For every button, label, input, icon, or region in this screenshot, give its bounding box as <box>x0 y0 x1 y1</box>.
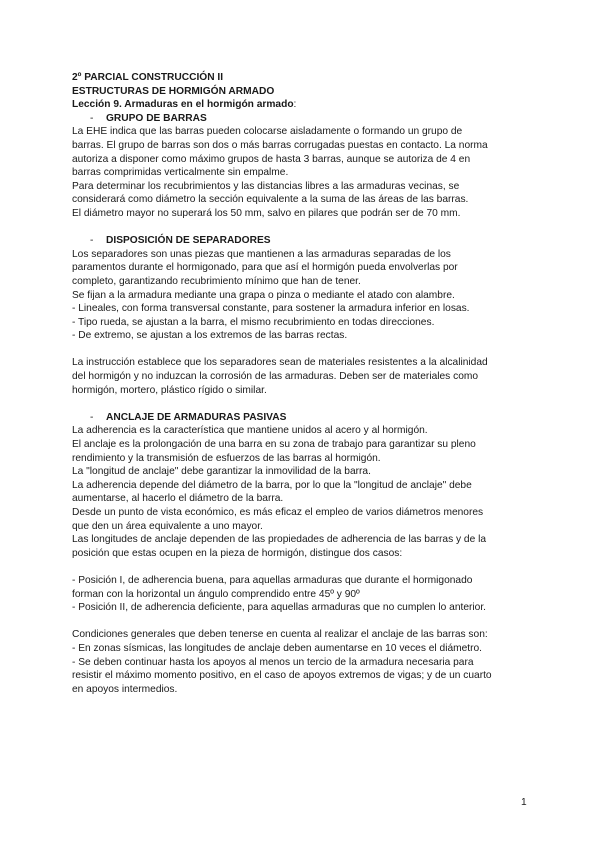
paragraph-line: - Tipo rueda, se ajustan a la barra, el mismo recubrimiento en todas direcciones. <box>72 316 435 328</box>
page-content <box>72 71 532 696</box>
paragraph-line: - En zonas sísmicas, las longitudes de anclaje deben aumentarse en 10 veces el diámetro. <box>72 642 482 654</box>
section-heading-grupo <box>72 112 532 126</box>
blank-line <box>72 343 532 357</box>
paragraph-line: resistir el máximo momento positivo, en el caso de apoyos extremos de vigas; y de un cuarto <box>72 670 492 682</box>
paragraph-line: La EHE indica que las barras pueden colocarse aisladamente o formando un grupo de <box>72 126 463 138</box>
paragraph-line: - Lineales, con forma transversal constante, para sostener la armadura inferior en losas. <box>72 303 470 315</box>
section-title: ANCLAJE DE ARMADURAS PASIVAS <box>106 411 287 423</box>
paragraph-line: - Posición I, de adherencia buena, para aquellas armaduras que durante el hormigonado <box>72 574 473 586</box>
course-title: 2º PARCIAL CONSTRUCCIÓN II <box>72 72 224 83</box>
paragraph-line: barras comprimidas verticalmente sin empalme. <box>72 167 289 179</box>
blank-line <box>72 397 532 411</box>
paragraph-line: barras. El grupo de barras son dos o más barras corrugadas puestas en contacto. La norma <box>72 139 488 151</box>
paragraph-line: El diámetro mayor no superará los 50 mm, salvo en pilares que podrán ser de 70 mm. <box>72 207 461 219</box>
subject-title: ESTRUCTURAS DE HORMIGÓN ARMADO <box>72 85 275 97</box>
paragraph-line: El anclaje es la prolongación de una barra en su zona de trabajo para garantizar su pleno <box>72 439 476 451</box>
section-heading-separadores <box>72 234 532 248</box>
paragraph-line: Condiciones generales que deben tenerse en cuenta al realizar el anclaje de las barras son: <box>72 629 488 641</box>
blank-line <box>72 560 532 574</box>
paragraph-line: hormigón, mortero, plástico rígido o similar. <box>72 384 267 396</box>
bullet-dash: - <box>90 112 94 124</box>
paragraph-line: paramentos durante el hormigonado, para que así el hormigón pueda envolverlas por <box>72 262 458 274</box>
lesson-colon: : <box>293 99 297 111</box>
paragraph-line: completo, garantizando recubrimiento mínimo que han de tener. <box>72 275 361 287</box>
lesson-title <box>72 98 532 112</box>
paragraph-line: en apoyos intermedios. <box>72 683 178 695</box>
paragraph-line: considerará como diámetro la sección equivalente a la suma de las áreas de las barras. <box>72 194 469 206</box>
paragraph-line: La adherencia es la característica que mantiene unidos al acero y al hormigón. <box>72 425 428 437</box>
paragraph-line: La "longitud de anclaje" debe garantizar la inmovilidad de la barra. <box>72 466 371 478</box>
bullet-dash: - <box>90 235 94 247</box>
paragraph-line: autoriza a disponer como máximo grupos de hasta 3 barras, aunque se autoriza de 4 en <box>72 153 471 165</box>
paragraph-line: del hormigón y no induzcan la corrosión de las armaduras. Deben ser de materiales como <box>72 371 479 383</box>
section-title: DISPOSICIÓN DE SEPARADORES <box>106 235 271 247</box>
section-heading-anclaje <box>72 411 532 425</box>
paragraph-line: Los separadores son unas piezas que mantienen a las armaduras separadas de los <box>72 248 451 260</box>
paragraph-line: La adherencia depende del diámetro de la barra, por lo que la "longitud de anclaje" debe <box>72 479 472 491</box>
paragraph-line: - Posición II, de adherencia deficiente, para aquellas armaduras que no cumplen lo anterior. <box>72 602 486 614</box>
paragraph-line: rendimiento y la transmisión de esfuerzos de las barras al hormigón. <box>72 452 381 464</box>
paragraph-line: - Se deben continuar hasta los apoyos al menos un tercio de la armadura necesaria para <box>72 656 474 668</box>
section-title: GRUPO DE BARRAS <box>106 112 207 124</box>
paragraph-line: Las longitudes de anclaje dependen de las propiedades de adherencia de las barras y de la <box>72 534 487 546</box>
blank-line <box>72 221 532 235</box>
paragraph-line: aumentarse, al hacerlo el diámetro de la barra. <box>72 493 284 505</box>
paragraph-line: Desde un punto de vista económico, es más eficaz el empleo de varios diámetros menores <box>72 507 484 518</box>
bullet-dash: - <box>90 411 94 423</box>
page-number: 1 <box>521 797 527 808</box>
paragraph-line: La instrucción establece que los separadores sean de materiales resistentes a la alcalinidad <box>72 357 488 369</box>
blank-line <box>72 615 532 629</box>
paragraph-line: posición que estas ocupen en la pieza de hormigón, distingue dos casos: <box>72 547 403 559</box>
paragraph-line: - De extremo, se ajustan a los extremos de las barras rectas. <box>72 330 348 342</box>
paragraph-line: forman con la horizontal un ángulo comprendido entre 45º y 90º <box>72 588 360 600</box>
paragraph-line: Para determinar los recubrimientos y las distancias libres a las armaduras vecinas, se <box>72 180 460 192</box>
paragraph-line: Se fijan a la armadura mediante una grapa o pinza o mediante el atado con alambre. <box>72 289 455 301</box>
paragraph-line: que den un área equivalente a uno mayor. <box>72 520 263 532</box>
lesson-title-text: Lección 9. Armaduras en el hormigón armado <box>72 99 294 111</box>
